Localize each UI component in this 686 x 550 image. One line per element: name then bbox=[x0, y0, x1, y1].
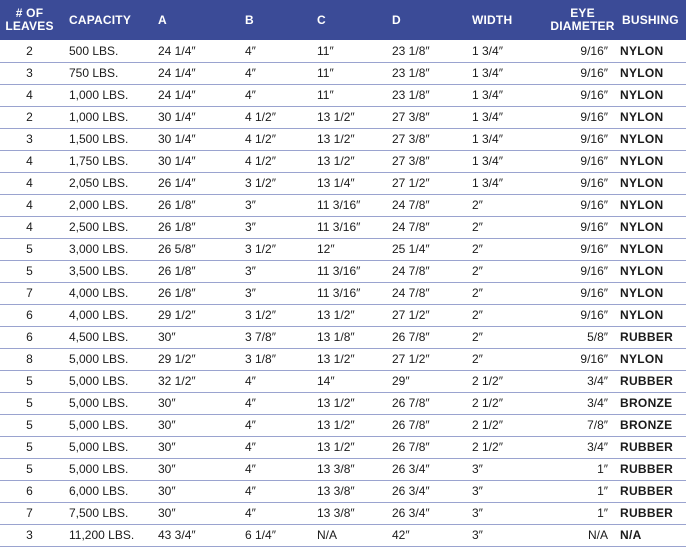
table-row bbox=[0, 172, 686, 194]
cell-eye-diameter: 1″ bbox=[547, 502, 618, 524]
cell-d: 27 3/8″ bbox=[392, 128, 472, 150]
cell-capacity: 6,000 LBS. bbox=[59, 480, 158, 502]
cell-d: 24 7/8″ bbox=[392, 260, 472, 282]
table-row bbox=[0, 524, 686, 546]
cell-capacity: 750 LBS. bbox=[59, 62, 158, 84]
cell-eye-diameter: 3/4″ bbox=[547, 370, 618, 392]
cell-capacity: 7,500 LBS. bbox=[59, 502, 158, 524]
cell-eye-diameter: 9/16″ bbox=[547, 194, 618, 216]
cell-a: 24 1/4″ bbox=[158, 84, 245, 106]
cell-bushing: RUBBER bbox=[618, 480, 686, 502]
header-b: B bbox=[245, 0, 317, 40]
cell-b: 4″ bbox=[245, 40, 317, 62]
cell-eye-diameter: 9/16″ bbox=[547, 84, 618, 106]
table-row bbox=[0, 480, 686, 502]
cell-leaves: 5 bbox=[0, 260, 59, 282]
cell-width: 3″ bbox=[472, 480, 547, 502]
cell-d: 29″ bbox=[392, 370, 472, 392]
table-row bbox=[0, 392, 686, 414]
cell-eye-diameter: 9/16″ bbox=[547, 172, 618, 194]
cell-width: 3″ bbox=[472, 458, 547, 480]
cell-c: 13 1/2″ bbox=[317, 436, 392, 458]
cell-capacity: 2,000 LBS. bbox=[59, 194, 158, 216]
cell-eye-diameter: 9/16″ bbox=[547, 106, 618, 128]
cell-c: 13 1/4″ bbox=[317, 172, 392, 194]
cell-d: 23 1/8″ bbox=[392, 62, 472, 84]
cell-eye-diameter: 9/16″ bbox=[547, 260, 618, 282]
cell-bushing: NYLON bbox=[618, 84, 686, 106]
table-row bbox=[0, 62, 686, 84]
cell-b: 4 1/2″ bbox=[245, 106, 317, 128]
table-row bbox=[0, 326, 686, 348]
cell-bushing: BRONZE bbox=[618, 414, 686, 436]
cell-c: 11 3/16″ bbox=[317, 216, 392, 238]
cell-eye-diameter: 9/16″ bbox=[547, 282, 618, 304]
cell-eye-diameter: 3/4″ bbox=[547, 436, 618, 458]
cell-d: 27 1/2″ bbox=[392, 304, 472, 326]
cell-c: 11″ bbox=[317, 40, 392, 62]
cell-b: 4″ bbox=[245, 436, 317, 458]
cell-leaves: 4 bbox=[0, 172, 59, 194]
table-row bbox=[0, 128, 686, 150]
header-a: A bbox=[158, 0, 245, 40]
cell-c: 13 3/8″ bbox=[317, 480, 392, 502]
cell-bushing: NYLON bbox=[618, 260, 686, 282]
cell-bushing: N/A bbox=[618, 524, 686, 546]
cell-width: 1 3/4″ bbox=[472, 150, 547, 172]
table-row bbox=[0, 304, 686, 326]
cell-b: 4″ bbox=[245, 370, 317, 392]
cell-leaves: 2 bbox=[0, 106, 59, 128]
cell-width: 2″ bbox=[472, 304, 547, 326]
cell-eye-diameter: 9/16″ bbox=[547, 62, 618, 84]
header-width: WIDTH bbox=[472, 0, 547, 40]
cell-leaves: 6 bbox=[0, 480, 59, 502]
cell-leaves: 4 bbox=[0, 150, 59, 172]
cell-capacity: 3,500 LBS. bbox=[59, 260, 158, 282]
cell-a: 30″ bbox=[158, 502, 245, 524]
cell-a: 26 1/8″ bbox=[158, 216, 245, 238]
cell-capacity: 5,000 LBS. bbox=[59, 348, 158, 370]
cell-a: 30″ bbox=[158, 480, 245, 502]
cell-capacity: 1,750 LBS. bbox=[59, 150, 158, 172]
cell-capacity: 1,000 LBS. bbox=[59, 106, 158, 128]
header-bushing: BUSHING bbox=[618, 0, 686, 40]
cell-c: 13 1/2″ bbox=[317, 414, 392, 436]
cell-bushing: NYLON bbox=[618, 106, 686, 128]
cell-b: 4″ bbox=[245, 502, 317, 524]
cell-bushing: NYLON bbox=[618, 150, 686, 172]
cell-width: 1 3/4″ bbox=[472, 84, 547, 106]
table-row bbox=[0, 414, 686, 436]
cell-a: 29 1/2″ bbox=[158, 304, 245, 326]
cell-a: 30″ bbox=[158, 326, 245, 348]
cell-capacity: 5,000 LBS. bbox=[59, 458, 158, 480]
cell-d: 27 1/2″ bbox=[392, 172, 472, 194]
cell-c: 13 3/8″ bbox=[317, 502, 392, 524]
cell-bushing: NYLON bbox=[618, 282, 686, 304]
table-row bbox=[0, 436, 686, 458]
cell-capacity: 5,000 LBS. bbox=[59, 392, 158, 414]
cell-d: 26 3/4″ bbox=[392, 458, 472, 480]
cell-capacity: 4,000 LBS. bbox=[59, 282, 158, 304]
cell-b: 3 1/2″ bbox=[245, 238, 317, 260]
cell-bushing: RUBBER bbox=[618, 436, 686, 458]
cell-a: 30″ bbox=[158, 392, 245, 414]
cell-bushing: NYLON bbox=[618, 216, 686, 238]
cell-a: 30 1/4″ bbox=[158, 128, 245, 150]
cell-a: 26 5/8″ bbox=[158, 238, 245, 260]
cell-leaves: 4 bbox=[0, 84, 59, 106]
cell-c: 12″ bbox=[317, 238, 392, 260]
cell-leaves: 7 bbox=[0, 502, 59, 524]
cell-b: 4″ bbox=[245, 458, 317, 480]
cell-b: 4″ bbox=[245, 414, 317, 436]
cell-width: 2″ bbox=[472, 216, 547, 238]
cell-leaves: 5 bbox=[0, 414, 59, 436]
cell-leaves: 5 bbox=[0, 392, 59, 414]
cell-leaves: 6 bbox=[0, 326, 59, 348]
header-c: C bbox=[317, 0, 392, 40]
cell-width: 3″ bbox=[472, 502, 547, 524]
cell-eye-diameter: 9/16″ bbox=[547, 238, 618, 260]
cell-width: 2″ bbox=[472, 194, 547, 216]
cell-eye-diameter: 7/8″ bbox=[547, 414, 618, 436]
cell-eye-diameter: 9/16″ bbox=[547, 348, 618, 370]
table-row bbox=[0, 260, 686, 282]
cell-c: N/A bbox=[317, 524, 392, 546]
cell-capacity: 500 LBS. bbox=[59, 40, 158, 62]
cell-a: 30 1/4″ bbox=[158, 106, 245, 128]
cell-leaves: 3 bbox=[0, 524, 59, 546]
cell-leaves: 8 bbox=[0, 348, 59, 370]
cell-bushing: NYLON bbox=[618, 194, 686, 216]
table-row bbox=[0, 84, 686, 106]
cell-width: 1 3/4″ bbox=[472, 106, 547, 128]
cell-eye-diameter: 1″ bbox=[547, 480, 618, 502]
cell-width: 1 3/4″ bbox=[472, 62, 547, 84]
cell-width: 2 1/2″ bbox=[472, 392, 547, 414]
cell-d: 23 1/8″ bbox=[392, 84, 472, 106]
cell-width: 2 1/2″ bbox=[472, 436, 547, 458]
cell-width: 2″ bbox=[472, 326, 547, 348]
cell-d: 24 7/8″ bbox=[392, 194, 472, 216]
table-row bbox=[0, 216, 686, 238]
cell-bushing: NYLON bbox=[618, 172, 686, 194]
cell-d: 26 7/8″ bbox=[392, 392, 472, 414]
cell-capacity: 5,000 LBS. bbox=[59, 370, 158, 392]
cell-eye-diameter: 9/16″ bbox=[547, 216, 618, 238]
cell-a: 32 1/2″ bbox=[158, 370, 245, 392]
cell-leaves: 3 bbox=[0, 62, 59, 84]
table-row bbox=[0, 150, 686, 172]
table-row bbox=[0, 502, 686, 524]
cell-leaves: 5 bbox=[0, 436, 59, 458]
cell-d: 27 3/8″ bbox=[392, 150, 472, 172]
cell-leaves: 5 bbox=[0, 238, 59, 260]
cell-b: 3 7/8″ bbox=[245, 326, 317, 348]
cell-width: 2″ bbox=[472, 238, 547, 260]
table-row bbox=[0, 40, 686, 62]
cell-a: 30 1/4″ bbox=[158, 150, 245, 172]
cell-d: 26 7/8″ bbox=[392, 414, 472, 436]
cell-capacity: 1,000 LBS. bbox=[59, 84, 158, 106]
cell-bushing: NYLON bbox=[618, 348, 686, 370]
header-eye-line2: DIAMETER bbox=[550, 19, 615, 33]
cell-d: 26 3/4″ bbox=[392, 480, 472, 502]
cell-capacity: 4,500 LBS. bbox=[59, 326, 158, 348]
cell-bushing: RUBBER bbox=[618, 370, 686, 392]
cell-leaves: 6 bbox=[0, 304, 59, 326]
cell-bushing: NYLON bbox=[618, 128, 686, 150]
header-leaves-line2: LEAVES bbox=[5, 19, 54, 33]
cell-bushing: NYLON bbox=[618, 238, 686, 260]
cell-a: 26 1/8″ bbox=[158, 194, 245, 216]
header-eye-diameter bbox=[547, 0, 618, 40]
header-row bbox=[0, 0, 686, 40]
cell-b: 4 1/2″ bbox=[245, 150, 317, 172]
cell-b: 4″ bbox=[245, 480, 317, 502]
cell-b: 4″ bbox=[245, 84, 317, 106]
cell-eye-diameter: 3/4″ bbox=[547, 392, 618, 414]
cell-width: 1 3/4″ bbox=[472, 40, 547, 62]
cell-c: 13 1/2″ bbox=[317, 128, 392, 150]
cell-a: 24 1/4″ bbox=[158, 62, 245, 84]
cell-c: 13 1/2″ bbox=[317, 150, 392, 172]
table-row bbox=[0, 348, 686, 370]
cell-leaves: 5 bbox=[0, 370, 59, 392]
cell-d: 24 7/8″ bbox=[392, 282, 472, 304]
cell-d: 26 7/8″ bbox=[392, 436, 472, 458]
cell-capacity: 2,050 LBS. bbox=[59, 172, 158, 194]
cell-a: 26 1/4″ bbox=[158, 172, 245, 194]
cell-c: 14″ bbox=[317, 370, 392, 392]
cell-capacity: 1,500 LBS. bbox=[59, 128, 158, 150]
header-leaves-line1: # OF bbox=[15, 6, 44, 20]
cell-d: 26 7/8″ bbox=[392, 326, 472, 348]
cell-eye-diameter: 9/16″ bbox=[547, 128, 618, 150]
cell-d: 42″ bbox=[392, 524, 472, 546]
cell-width: 1 3/4″ bbox=[472, 128, 547, 150]
cell-b: 3″ bbox=[245, 260, 317, 282]
cell-bushing: BRONZE bbox=[618, 392, 686, 414]
cell-c: 11″ bbox=[317, 84, 392, 106]
cell-a: 26 1/8″ bbox=[158, 260, 245, 282]
cell-b: 3 1/2″ bbox=[245, 304, 317, 326]
cell-c: 13 3/8″ bbox=[317, 458, 392, 480]
cell-bushing: RUBBER bbox=[618, 326, 686, 348]
cell-width: 3″ bbox=[472, 524, 547, 546]
cell-b: 3″ bbox=[245, 216, 317, 238]
cell-b: 6 1/4″ bbox=[245, 524, 317, 546]
cell-c: 11 3/16″ bbox=[317, 282, 392, 304]
cell-d: 27 1/2″ bbox=[392, 348, 472, 370]
cell-c: 13 1/2″ bbox=[317, 392, 392, 414]
cell-a: 30″ bbox=[158, 458, 245, 480]
cell-capacity: 2,500 LBS. bbox=[59, 216, 158, 238]
table-row bbox=[0, 194, 686, 216]
cell-eye-diameter: 9/16″ bbox=[547, 40, 618, 62]
cell-capacity: 11,200 LBS. bbox=[59, 524, 158, 546]
cell-leaves: 7 bbox=[0, 282, 59, 304]
cell-c: 11 3/16″ bbox=[317, 260, 392, 282]
cell-b: 3 1/2″ bbox=[245, 172, 317, 194]
cell-b: 3″ bbox=[245, 194, 317, 216]
cell-b: 3 1/8″ bbox=[245, 348, 317, 370]
cell-a: 43 3/4″ bbox=[158, 524, 245, 546]
cell-eye-diameter: 1″ bbox=[547, 458, 618, 480]
cell-eye-diameter: 9/16″ bbox=[547, 150, 618, 172]
cell-eye-diameter: 5/8″ bbox=[547, 326, 618, 348]
cell-eye-diameter: N/A bbox=[547, 524, 618, 546]
cell-d: 23 1/8″ bbox=[392, 40, 472, 62]
cell-a: 24 1/4″ bbox=[158, 40, 245, 62]
header-d: D bbox=[392, 0, 472, 40]
cell-leaves: 4 bbox=[0, 194, 59, 216]
cell-capacity: 4,000 LBS. bbox=[59, 304, 158, 326]
cell-leaves: 3 bbox=[0, 128, 59, 150]
cell-bushing: RUBBER bbox=[618, 458, 686, 480]
cell-leaves: 2 bbox=[0, 40, 59, 62]
cell-c: 13 1/2″ bbox=[317, 106, 392, 128]
cell-d: 24 7/8″ bbox=[392, 216, 472, 238]
table-body bbox=[0, 40, 686, 546]
cell-capacity: 5,000 LBS. bbox=[59, 414, 158, 436]
cell-d: 26 3/4″ bbox=[392, 502, 472, 524]
cell-d: 27 3/8″ bbox=[392, 106, 472, 128]
cell-c: 11″ bbox=[317, 62, 392, 84]
cell-c: 13 1/2″ bbox=[317, 304, 392, 326]
cell-leaves: 4 bbox=[0, 216, 59, 238]
cell-b: 4″ bbox=[245, 392, 317, 414]
table-row bbox=[0, 282, 686, 304]
cell-a: 30″ bbox=[158, 436, 245, 458]
cell-capacity: 5,000 LBS. bbox=[59, 436, 158, 458]
table-row bbox=[0, 370, 686, 392]
cell-bushing: NYLON bbox=[618, 40, 686, 62]
cell-a: 26 1/8″ bbox=[158, 282, 245, 304]
cell-a: 29 1/2″ bbox=[158, 348, 245, 370]
header-eye-line1: EYE bbox=[570, 6, 595, 20]
cell-b: 3″ bbox=[245, 282, 317, 304]
cell-width: 2 1/2″ bbox=[472, 414, 547, 436]
table-row bbox=[0, 238, 686, 260]
cell-d: 25 1/4″ bbox=[392, 238, 472, 260]
cell-bushing: RUBBER bbox=[618, 502, 686, 524]
cell-c: 13 1/2″ bbox=[317, 348, 392, 370]
cell-bushing: NYLON bbox=[618, 304, 686, 326]
cell-bushing: NYLON bbox=[618, 62, 686, 84]
cell-c: 13 1/8″ bbox=[317, 326, 392, 348]
cell-b: 4 1/2″ bbox=[245, 128, 317, 150]
cell-leaves: 5 bbox=[0, 458, 59, 480]
cell-width: 2 1/2″ bbox=[472, 370, 547, 392]
cell-a: 30″ bbox=[158, 414, 245, 436]
table-row bbox=[0, 106, 686, 128]
header-leaves bbox=[0, 0, 59, 40]
cell-capacity: 3,000 LBS. bbox=[59, 238, 158, 260]
cell-width: 1 3/4″ bbox=[472, 172, 547, 194]
header-capacity: CAPACITY bbox=[59, 0, 158, 40]
table-row bbox=[0, 458, 686, 480]
cell-b: 4″ bbox=[245, 62, 317, 84]
cell-width: 2″ bbox=[472, 348, 547, 370]
cell-c: 11 3/16″ bbox=[317, 194, 392, 216]
table-header bbox=[0, 0, 686, 40]
cell-eye-diameter: 9/16″ bbox=[547, 304, 618, 326]
cell-width: 2″ bbox=[472, 282, 547, 304]
cell-width: 2″ bbox=[472, 260, 547, 282]
